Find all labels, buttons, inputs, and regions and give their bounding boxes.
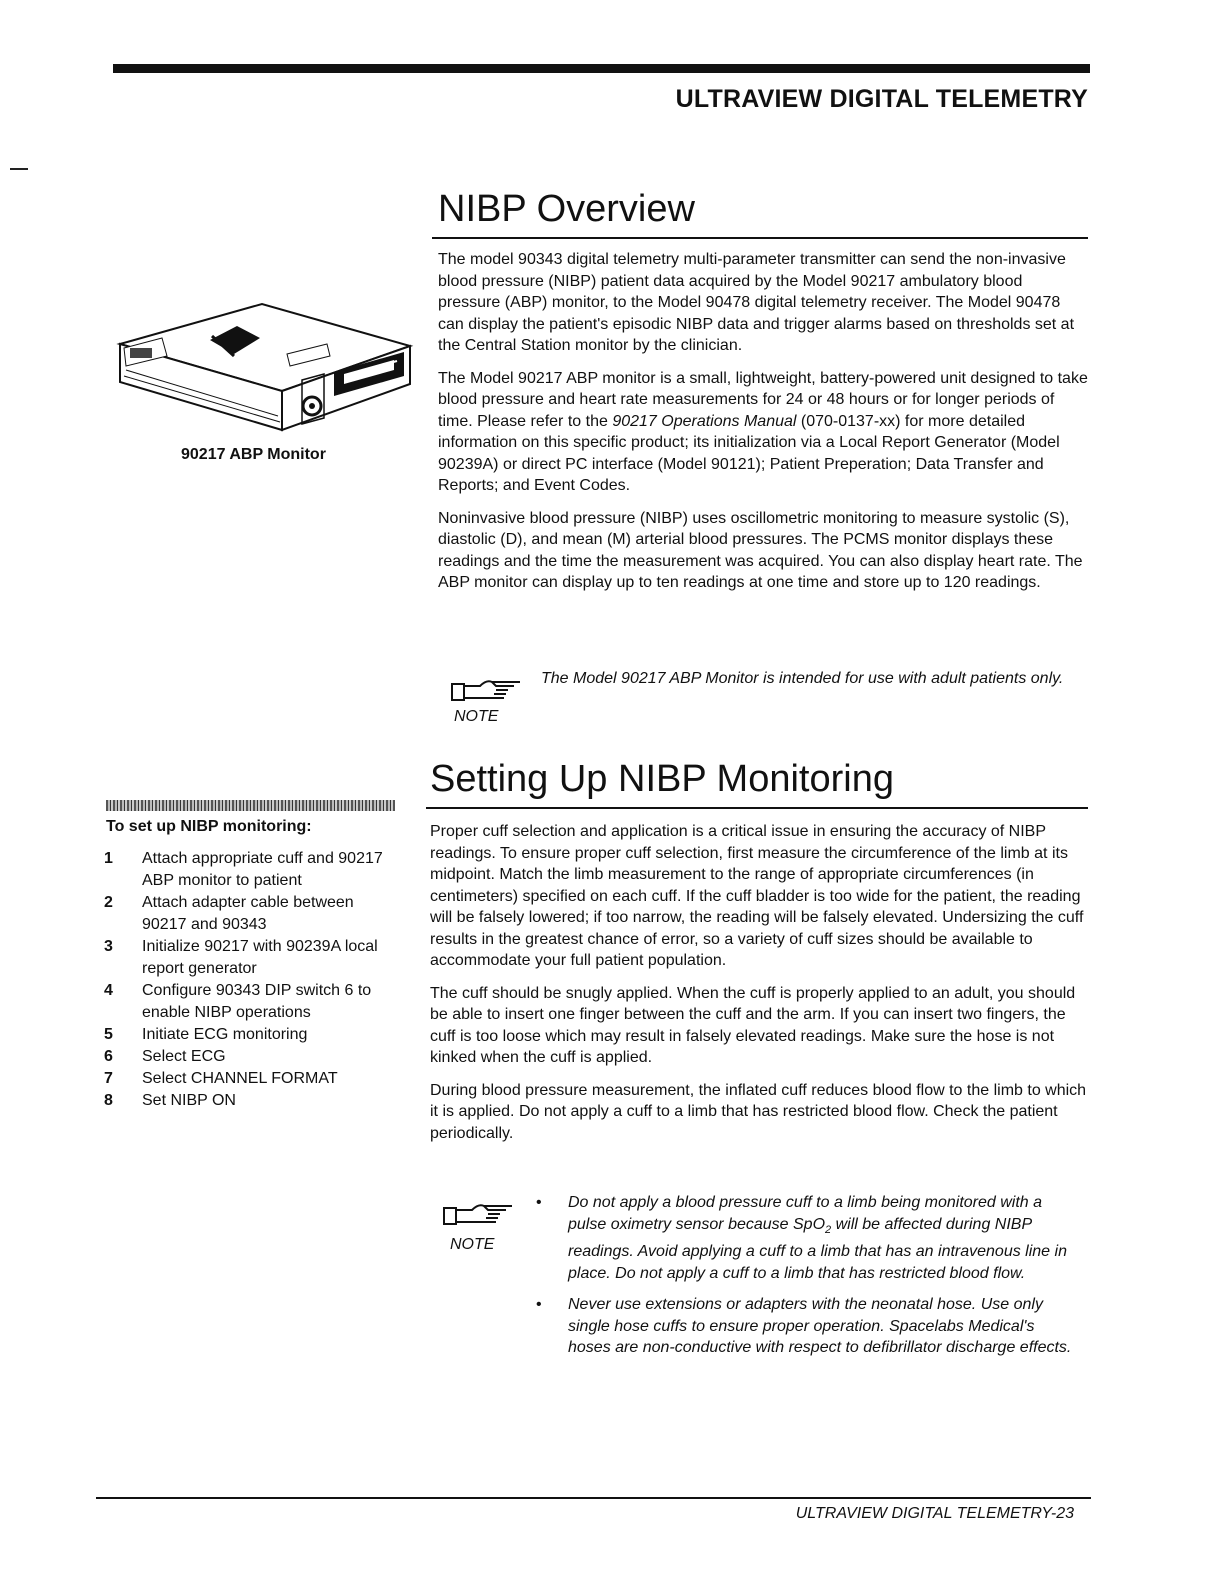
figure-caption: 90217 ABP Monitor	[181, 446, 326, 463]
abp-monitor-device-illustration	[112, 296, 416, 438]
pointing-hand-icon	[442, 1198, 514, 1226]
heading-rule	[426, 807, 1088, 809]
list-item: 2 Attach adapter cable between 90217 and 90343	[104, 894, 354, 933]
list-item: 5 Initiate ECG monitoring	[104, 1026, 308, 1043]
list-item: 7 Select CHANNEL FORMAT	[104, 1070, 338, 1087]
paragraph: During blood pressure measurement, the inflated cuff reduces blood flow to the limb to which it is applied. Do not apply a cuff to a limb that has restricted blood flow. Check the patient periodically.	[430, 1081, 1087, 1142]
bullet-mark: •	[536, 1194, 542, 1211]
bullet-mark: •	[536, 1296, 542, 1314]
paragraph: The cuff should be snugly applied. When the cuff is properly applied to an adult, you should be able to insert one finger between the cuff and the arm. If you can insert two fingers, the cuff is too loose which may result in falsely elevated readings. Make sure the hose is not kinked when the cuff is applied.	[430, 984, 1076, 1066]
heading-rule	[432, 237, 1088, 239]
manual-title: 90217 Operations Manual	[612, 412, 797, 430]
procedure-steps	[104, 848, 394, 1112]
note-bullet-item	[536, 1294, 1076, 1359]
list-item: 1 Attach appropriate cuff and 90217 ABP monitor to patient	[104, 850, 383, 889]
note-bullet-item	[536, 1192, 1076, 1284]
note-label: NOTE	[450, 1236, 495, 1253]
page-footer: ULTRAVIEW DIGITAL TELEMETRY-23	[795, 1505, 1074, 1522]
section-nibp-overview	[432, 190, 1088, 605]
device-figure	[112, 296, 416, 438]
paragraph: Noninvasive blood pressure (NIBP) uses oscillometric monitoring to measure systolic (S), diastolic (D), and mean (M) arterial blood pressures. The PCMS monitor displays these readings and the time the measurement was acquired. You can also display heart rate. The ABP monitor can display up to ten readings at one time and store up to 120 readings.	[438, 509, 1083, 591]
footer-rule	[96, 1497, 1091, 1499]
list-item: 4 Configure 90343 DIP switch 6 to enable NIBP operations	[104, 982, 372, 1021]
margin-mark	[10, 168, 28, 170]
section-heading: NIBP Overview	[438, 188, 695, 230]
paragraph: The Model 90217 ABP monitor is a small, lightweight, battery-powered unit designed to take blood pressure and heart rate measurements for 24 or 48 hours or for longer periods of time. Please refer to the 90217 Operations Manual (070-0137-xx) for more detailed information on this specific product; its initialization via a Local Report Generator (Model 90239A) or direct PC interface (Model 90121); Patient Preperation; Data Transfer and Reports; and Event Codes.	[438, 369, 1088, 494]
note-text: The Model 90217 ABP Monitor is intended for use with adult patients only.	[541, 670, 1064, 687]
pointing-hand-icon	[450, 674, 522, 702]
note-text: Never use extensions or adapters with the neonatal hose. Use only single hose cuffs to ensure proper operation. Spacelabs Medical's hoses are non-conductive with respect to defibrillator discharge effects.	[568, 1296, 1072, 1357]
list-item: 3 Initialize 90217 with 90239A local report generator	[104, 938, 378, 977]
list-item: 8 Set NIBP ON	[104, 1092, 236, 1109]
sidebar-shaded-bar	[106, 800, 395, 811]
header-rule	[113, 64, 1090, 73]
section-setting-up	[426, 760, 1088, 1155]
list-item: 6 Select ECG	[104, 1048, 226, 1065]
note-bullets	[536, 1192, 1076, 1369]
paragraph: Proper cuff selection and application is a critical issue in ensuring the accuracy of NIBP readings. To ensure proper cuff selection, first measure the circumference of the limb at its midpoint. Match the limb measurement to the range of appropriate circumferences (in centimeters) specified on each cuff. If the cuff bladder is too wide for the patient, the reading will be falsely lowered; if too narrow, the reading will be falsely elevated. Undersizing the cuff results in the greatest chance of error, so a variety of cuff sizes should be available to accommodate your full patient population.	[430, 823, 1084, 969]
note-text: Do not apply a blood pressure cuff to a limb being monitored with a pulse oximetry sensor because SpO$_2$ will be affected during NIBP readings. Avoid applying a cuff to a limb that has an intravenous line in place. Do not apply a cuff to a limb that has restricted blood flow.	[568, 1194, 1067, 1282]
note-label: NOTE	[454, 708, 499, 725]
sidebar-title: To set up NIBP monitoring:	[106, 818, 312, 835]
section-heading: Setting Up NIBP Monitoring	[430, 758, 894, 800]
paragraph: The model 90343 digital telemetry multi-parameter transmitter can send the non-invasive blood pressure (NIBP) patient data acquired by the Model 90217 ambulatory blood pressure (ABP) monitor, to the Model 90478 digital telemetry receiver. The Model 90478 can display the patient's episodic NIBP data and trigger alarms based on thresholds set at the Central Station monitor by the clinician.	[438, 251, 1075, 354]
note-block	[442, 1192, 1082, 1404]
running-head: ULTRAVIEW DIGITAL TELEMETRY	[675, 85, 1088, 113]
note-block	[450, 668, 1088, 730]
